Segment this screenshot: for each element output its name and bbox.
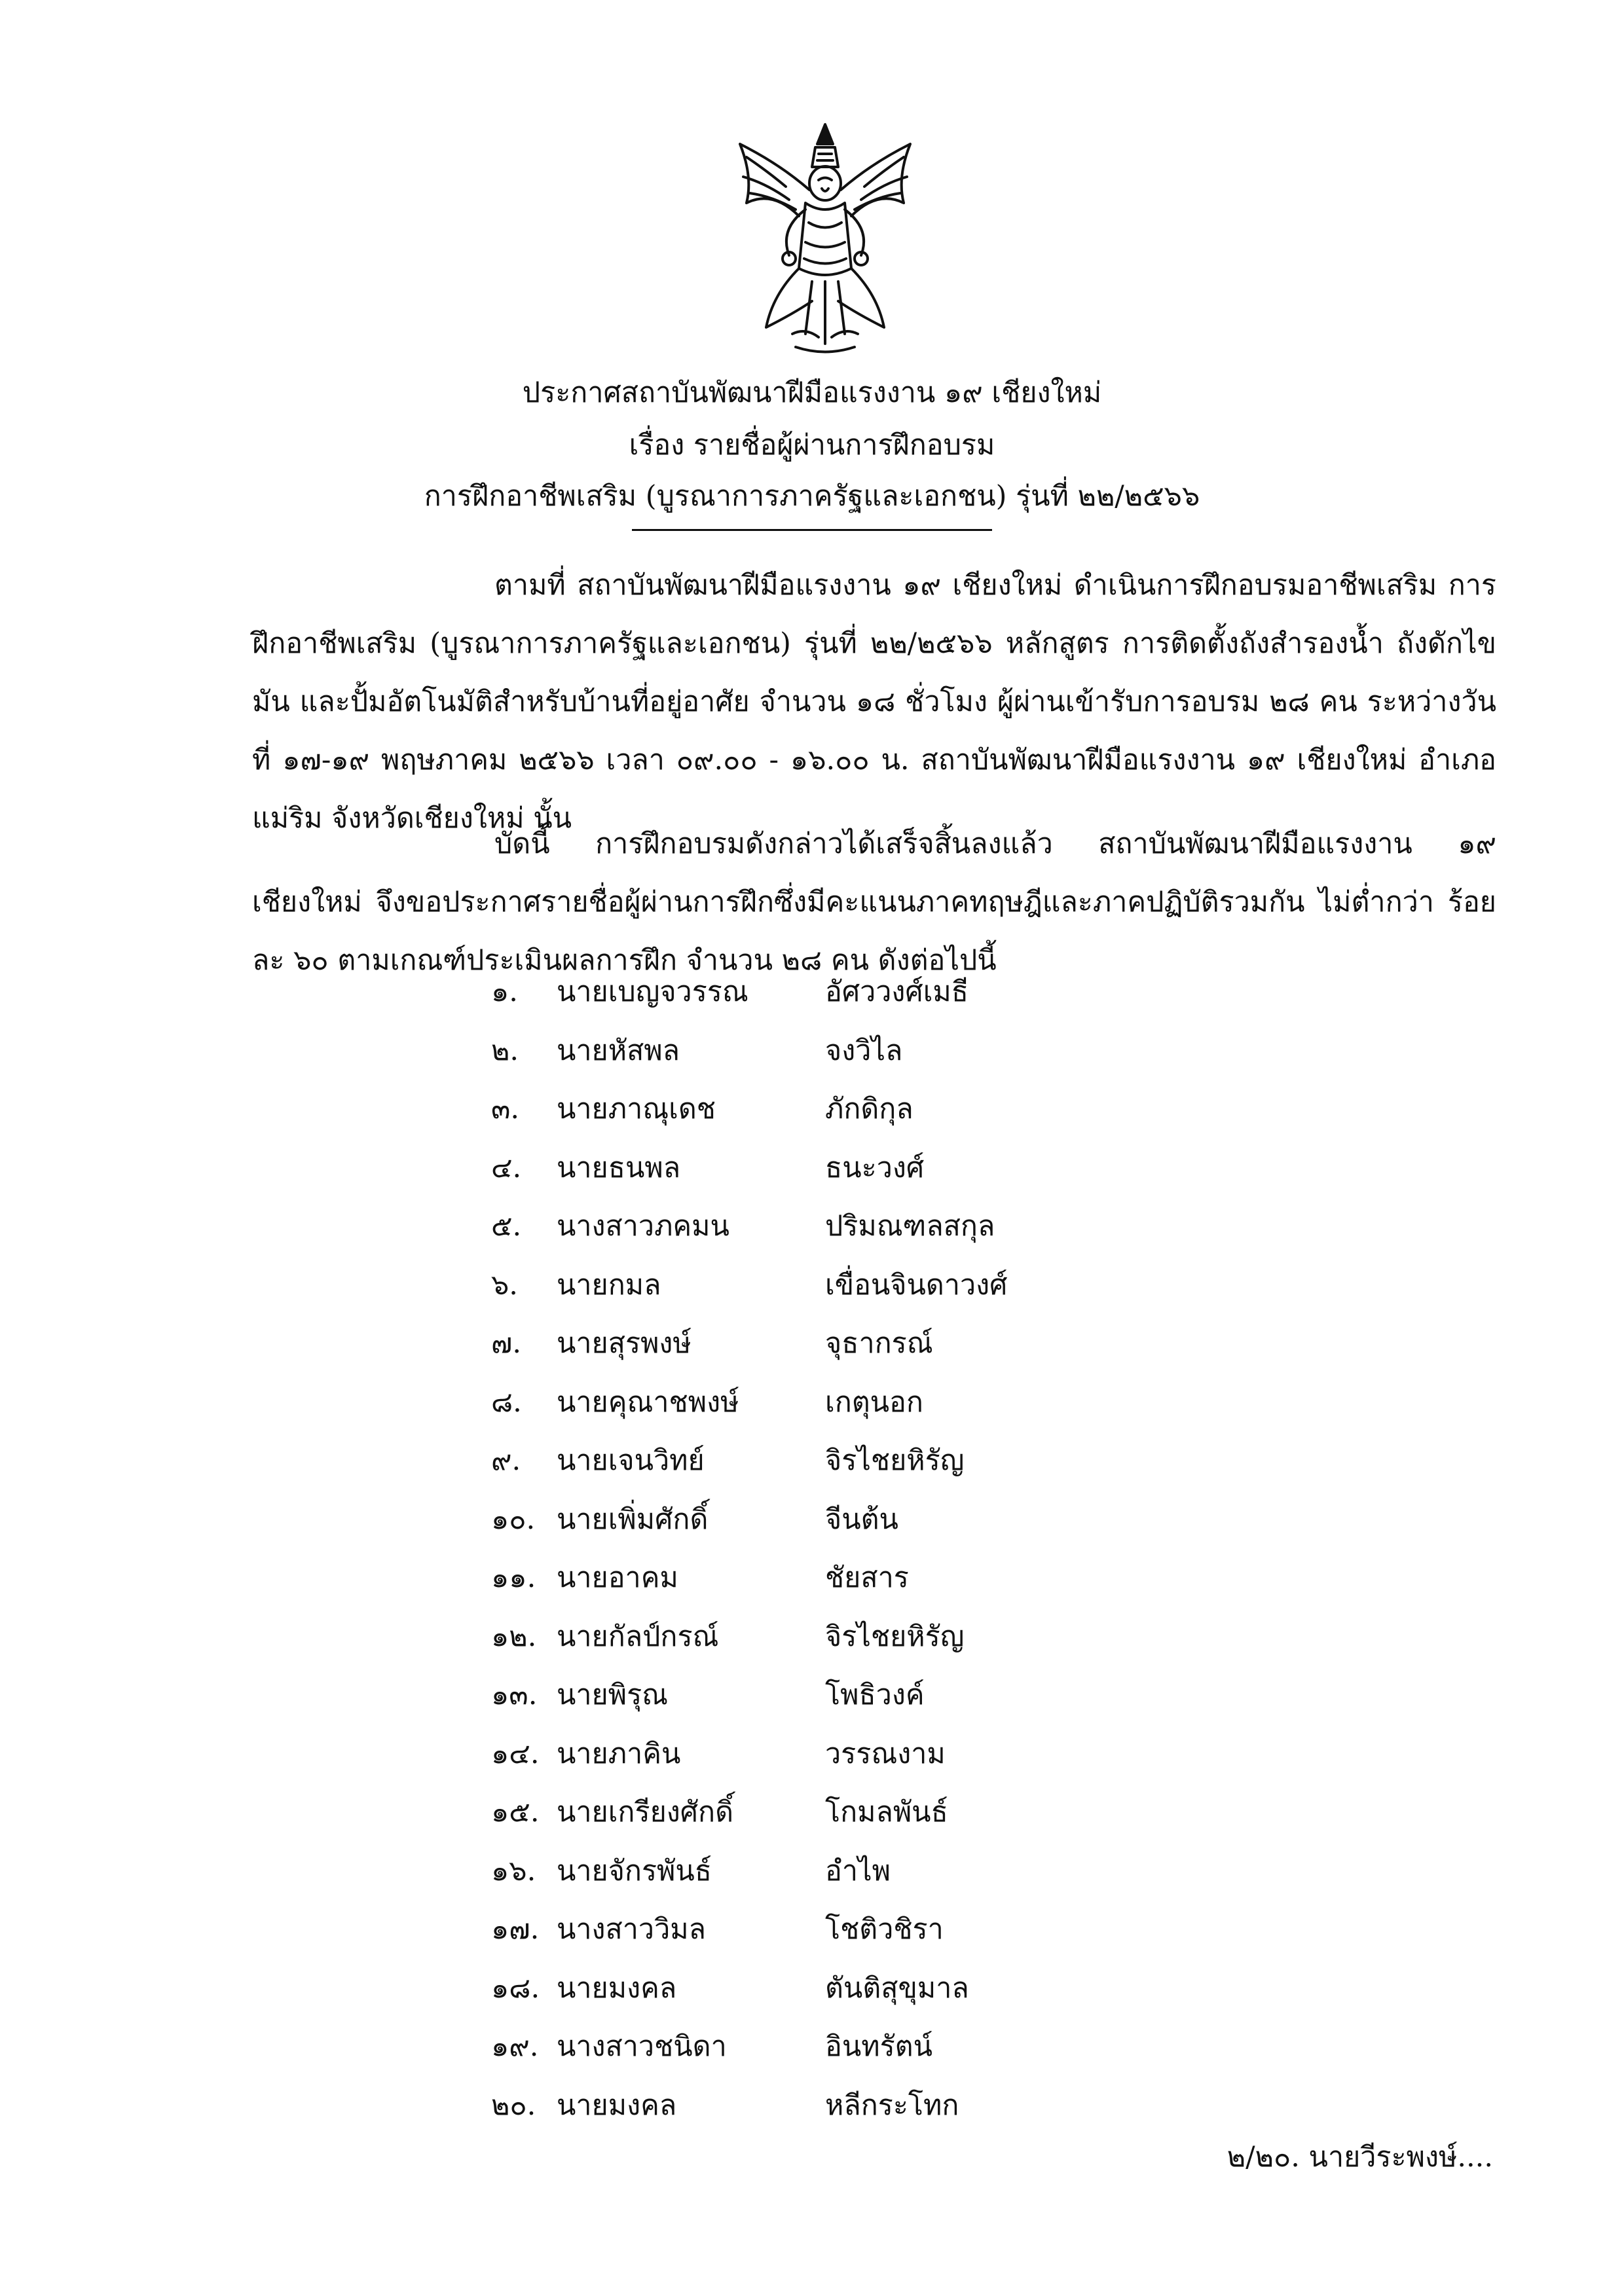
trainee-num: ๑๗. — [491, 1913, 540, 1946]
trainee-first: นายเจนวิทย์ — [557, 1444, 705, 1477]
announcement-title: ประกาศสถาบันพัฒนาฝีมือแรงงาน ๑๙ เชียงใหม่ — [522, 376, 1102, 409]
trainee-num: ๑๙. — [491, 2030, 539, 2063]
trainee-first: นายอาคม — [557, 1561, 678, 1594]
trainee-first: นายกมล — [557, 1268, 661, 1302]
trainee-last: วรรณงาม — [825, 1737, 946, 1770]
trainee-first: นายคุณาชพงษ์ — [557, 1385, 739, 1419]
continuation-note: ๒/๒๐. นายวีระพงษ์.... — [1227, 2141, 1493, 2174]
trainee-num: ๑๔. — [491, 1737, 540, 1770]
trainee-num: ๑๖. — [491, 1854, 536, 1887]
course-name: การฝึกอาชีพเสริม (บูรณาการภาครัฐและเอกชน) รุ่นที่ ๒๒/๒๕๖๖ — [424, 480, 1200, 513]
trainee-num: ๔. — [491, 1151, 522, 1184]
trainee-first: นายเกรียงศักดิ์ — [557, 1796, 734, 1829]
intro-paragraph: ตามที่ สถาบันพัฒนาฝีมือแรงงาน ๑๙ เชียงใหม่ ดำเนินการฝึกอบรมอาชีพเสริม การฝึกอาชีพเสริม (บูรณาการภาครัฐและเอกชน) รุ่นที่ ๒๒/๒๕๖๖ หลักสูตร การติดตั้งถังสำรองน้ำ ถังดักไขมัน และปั้มอัตโนมัติสำหรับบ้านที่อยู่อาศัย จำนวน ๑๘ ชั่วโมง ผู้ผ่านเข้ารับการอบรม ๒๘ คน ระหว่างวันที่ ๑๗-๑๙ พฤษภาคม ๒๕๖๖ เวลา ๐๙.๐๐ - ๑๖.๐๐ น. สถาบันพัฒนาฝีมือแรงงาน ๑๙ เชียงใหม่ อำเภอแม่ริม จังหวัดเชียงใหม่ นั้น — [252, 569, 1496, 835]
trainee-num: ๑๘. — [491, 1971, 540, 2005]
trainee-first: นายมงคล — [557, 1971, 677, 2005]
trainee-first: นายมงคล — [557, 2088, 677, 2122]
trainee-last: โชติวชิรา — [825, 1913, 944, 1946]
trainee-first: นางสาวภคมน — [557, 1210, 729, 1243]
trainee-last: โพธิวงค์ — [825, 1679, 925, 1711]
trainee-num: ๙. — [491, 1444, 521, 1477]
result-paragraph: บัดนี้ การฝึกอบรมดังกล่าวได้เสร็จสิ้นลงแล้ว สถาบันพัฒนาฝีมือแรงงาน ๑๙ เชียงใหม่ จึงขอประกาศรายชื่อผู้ผ่านการฝึกซึ่งมีคะแนนภาคทฤษฎีและภาคปฏิบัติรวมกัน ไม่ต่ำกว่า ร้อยละ ๖๐ ตามเกณฑ์ประเมินผลการฝึก จำนวน ๒๘ คน ดังต่อไปนี้ — [252, 828, 1496, 977]
trainee-num: ๑๑. — [491, 1561, 536, 1594]
trainee-last: จีนต้น — [825, 1503, 898, 1536]
trainee-last: ปริมณฑลสกุล — [825, 1210, 995, 1243]
trainee-last: จงวิไล — [825, 1034, 903, 1067]
trainee-last: ธนะวงศ์ — [825, 1151, 925, 1184]
trainee-num: ๘. — [491, 1385, 522, 1419]
trainee-last: อินทรัตน์ — [825, 2030, 932, 2063]
trainee-num: ๑๒. — [491, 1620, 537, 1653]
trainee-num: ๓. — [491, 1093, 520, 1125]
garuda-emblem-icon — [727, 118, 923, 367]
trainee-num: ๒. — [491, 1034, 519, 1067]
trainee-first: นายจักรพันธ์ — [557, 1854, 712, 1887]
trainee-last: จิรไชยหิรัญ — [825, 1444, 965, 1477]
trainee-first: นายภาคิน — [557, 1737, 681, 1770]
trainee-last: จิรไชยหิรัญ — [825, 1620, 965, 1653]
trainee-first: นายเบญจวรรณ — [557, 975, 748, 1008]
trainee-num: ๑๓. — [491, 1679, 538, 1711]
trainee-first: นางสาวชนิดา — [557, 2030, 727, 2063]
trainee-num: ๕. — [491, 1210, 522, 1243]
trainee-last: จุธากรณ์ — [825, 1327, 933, 1360]
trainee-first: นางสาววิมล — [557, 1913, 706, 1946]
trainee-first: นายเพิ่มศักดิ์ — [557, 1503, 709, 1536]
trainee-num: ๖. — [491, 1268, 518, 1302]
announcement-subject: เรื่อง รายชื่อผู้ผ่านการฝึกอบรม — [629, 429, 995, 462]
trainee-first: นายธนพล — [557, 1151, 681, 1184]
trainee-last: ตันติสุขุมาล — [825, 1971, 969, 2005]
trainee-first: นายภาณุเดช — [557, 1093, 716, 1125]
trainee-last: โกมลพันธ์ — [825, 1796, 948, 1829]
trainee-last: เกตุนอก — [825, 1385, 923, 1419]
trainee-last: เขื่อนจินดาวงศ์ — [825, 1268, 1008, 1302]
trainee-first: นายหัสพล — [557, 1034, 680, 1067]
trainee-first: นายพิรุณ — [557, 1679, 669, 1711]
trainee-num: ๑๕. — [491, 1796, 540, 1829]
trainee-num: ๗. — [491, 1327, 522, 1360]
trainee-first: นายกัลป์กรณ์ — [557, 1620, 719, 1653]
title-underline — [632, 529, 992, 531]
trainee-last: หลีกระโทก — [825, 2088, 959, 2122]
trainee-last: อำไพ — [825, 1854, 891, 1887]
trainee-num: ๒๐. — [491, 2088, 536, 2122]
trainee-num: ๑๐. — [491, 1503, 536, 1536]
trainee-last: ภักดิกุล — [825, 1093, 913, 1125]
trainee-num: ๑. — [491, 975, 518, 1008]
trainee-last: อัศววงศ์เมธี — [825, 975, 969, 1008]
trainee-first: นายสุรพงษ์ — [557, 1327, 692, 1360]
trainee-last: ชัยสาร — [825, 1561, 909, 1594]
